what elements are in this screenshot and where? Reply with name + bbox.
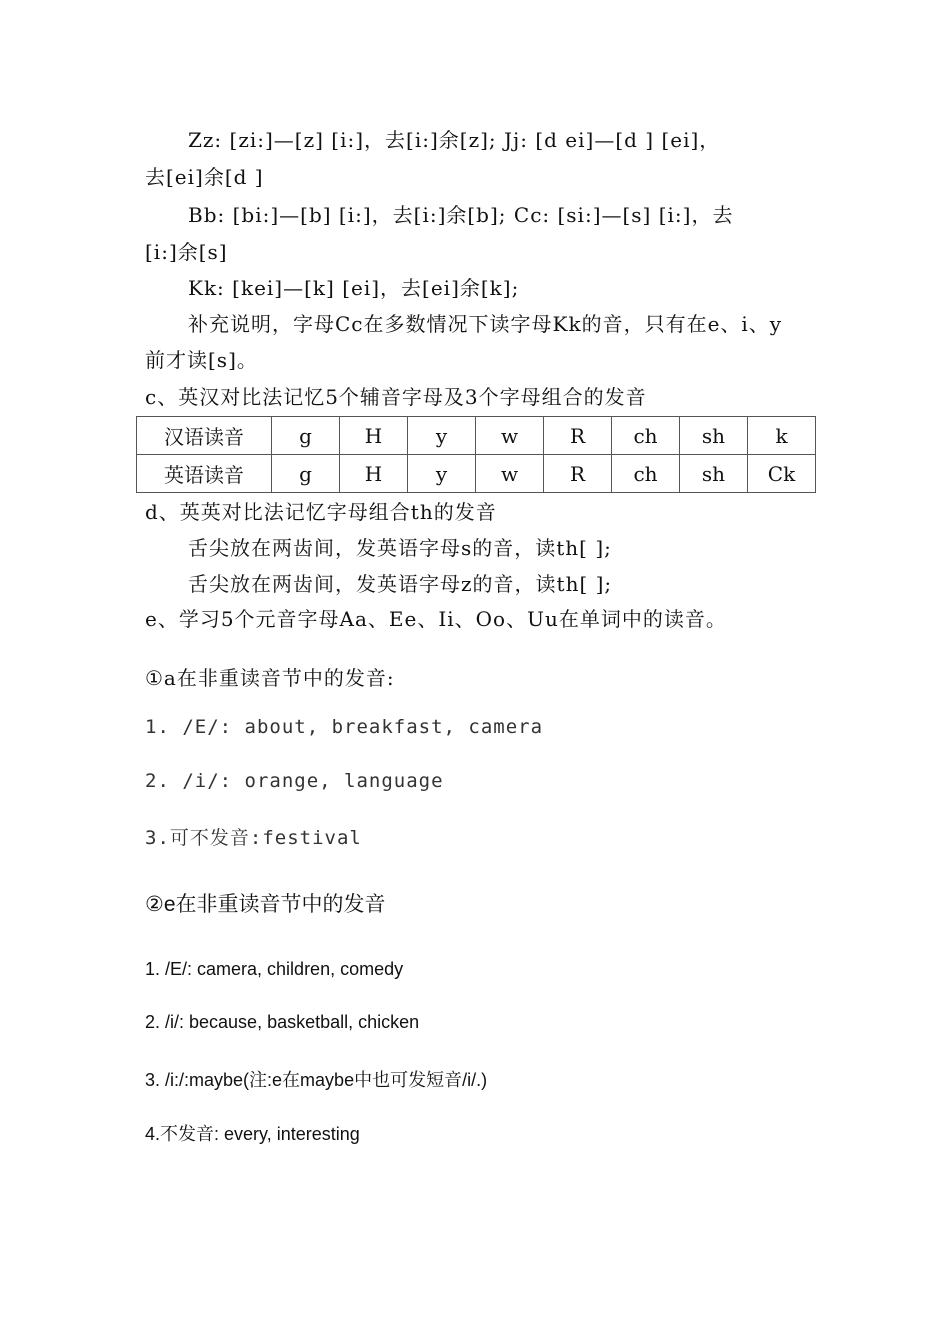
pronunciation-table <box>136 416 816 493</box>
section-e-heading: e、学习5个元音字母Aa、Ee、Ii、Oo、Uu在单词中的读音。 <box>145 607 727 631</box>
table-cell: y <box>408 417 476 455</box>
table-cell: sh <box>680 455 748 493</box>
note-line-2: 前才读[s]。 <box>145 348 258 372</box>
e-item-4: 4.不发音: every, interesting <box>145 1124 360 1144</box>
table-cell: w <box>476 455 544 493</box>
kk-line: Kk: [kei]—[k] [ei]，去[ei]余[k]; <box>188 276 520 300</box>
table-row <box>137 455 816 493</box>
table-cell: ch <box>612 417 680 455</box>
note-line-1: 补充说明，字母Cc在多数情况下读字母Kk的音，只有在e、i、y <box>188 312 783 336</box>
table-cell: R <box>544 417 612 455</box>
table-cell: g <box>272 417 340 455</box>
zz-jj-line-1: Zz: [zi:]—[z] [i:]，去[i:]余[z]; Jj: [d ei]—[d ] [ei]， <box>188 128 721 152</box>
bb-cc-line-1: Bb: [bi:]—[b] [i:]，去[i:]余[b]; Cc: [si:]—[s] [i:]，去 <box>188 203 734 227</box>
a-item-3: 3.可不发音:festival <box>145 827 362 849</box>
table-cell: H <box>340 455 408 493</box>
a-unstressed-heading: ①a在非重读音节中的发音: <box>145 666 395 690</box>
table-cell: w <box>476 417 544 455</box>
a-item-1: 1. /E/: about, breakfast, camera <box>145 716 544 738</box>
table-cell: ch <box>612 455 680 493</box>
table-row-header: 英语读音 <box>137 455 272 493</box>
table-cell: sh <box>680 417 748 455</box>
th-line-2: 舌尖放在两齿间，发英语字母z的音，读th[ ]; <box>188 572 613 596</box>
e-item-1: 1. /E/: camera, children, comedy <box>145 959 404 979</box>
table-cell: g <box>272 455 340 493</box>
table-row <box>137 417 816 455</box>
table-cell: Ck <box>748 455 816 493</box>
zz-jj-line-2: 去[ei]余[d ] <box>145 165 264 189</box>
e-unstressed-heading: ②e在非重读音节中的发音 <box>145 893 386 916</box>
e-item-2: 2. /i/: because, basketball, chicken <box>145 1012 420 1032</box>
a-item-2: 2. /i/: orange, language <box>145 770 444 792</box>
bb-cc-line-2: [i:]余[s] <box>145 240 228 264</box>
table-cell: H <box>340 417 408 455</box>
table-row-header: 汉语读音 <box>137 417 272 455</box>
th-line-1: 舌尖放在两齿间，发英语字母s的音，读th[ ]; <box>188 536 612 560</box>
table-cell: k <box>748 417 816 455</box>
table-cell: y <box>408 455 476 493</box>
e-item-3: 3. /i:/:maybe(注:e在maybe中也可发短音/i/.) <box>145 1070 488 1090</box>
section-c-heading: c、英汉对比法记忆5个辅音字母及3个字母组合的发音 <box>145 385 647 409</box>
table-cell: R <box>544 455 612 493</box>
section-d-heading: d、英英对比法记忆字母组合th的发音 <box>145 500 497 524</box>
